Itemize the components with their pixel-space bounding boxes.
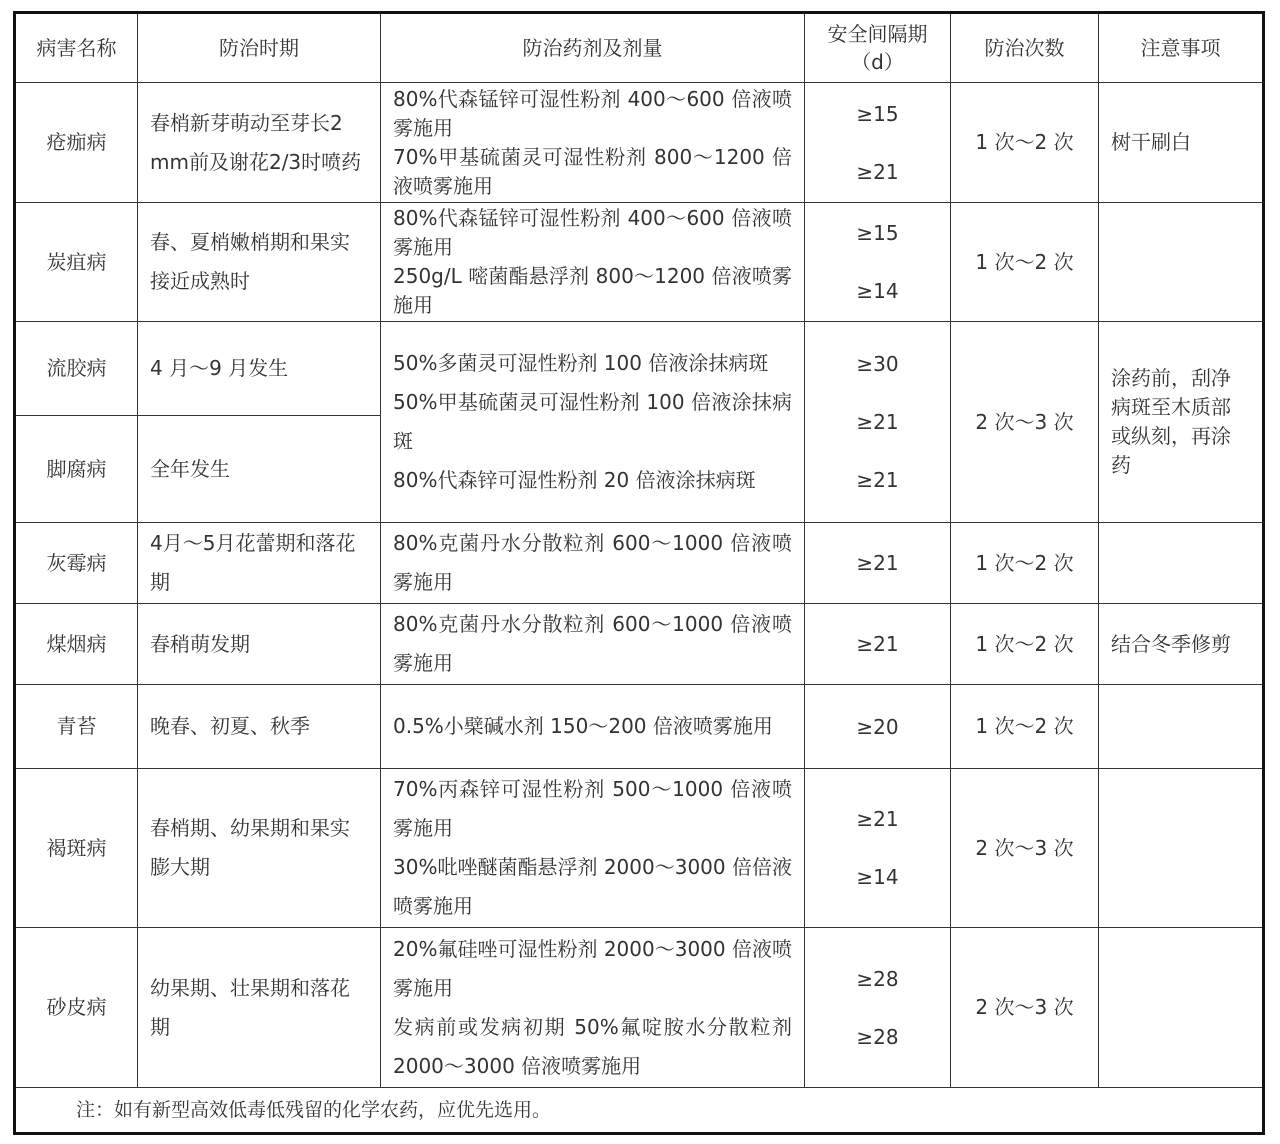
table-row bbox=[15, 769, 1264, 928]
pesticide-entry: 20%氟硅唑可湿性粉剂 2000～3000 倍液喷雾施用 bbox=[393, 936, 792, 1000]
disease-name: 青苔 bbox=[15, 685, 138, 769]
table-row bbox=[15, 928, 1264, 1088]
pesticide-dosage bbox=[381, 685, 805, 769]
disease-name: 褐斑病 bbox=[15, 769, 138, 928]
interval-value: ≥21 bbox=[856, 468, 899, 492]
pesticide-entry: 80%代森锰锌可湿性粉剂 400～600 倍液喷雾施用 bbox=[393, 86, 792, 140]
table-row bbox=[15, 685, 1264, 769]
pesticide-entry: 70%甲基硫菌灵可湿性粉剂 800～1200 倍液喷雾施用 bbox=[393, 144, 792, 198]
interval-value: ≥21 bbox=[856, 410, 899, 434]
notes bbox=[1099, 769, 1264, 928]
safety-interval bbox=[805, 685, 951, 769]
disease-name: 砂皮病 bbox=[15, 928, 138, 1088]
application-times: 1 次～2 次 bbox=[951, 685, 1099, 769]
control-period: 春、夏梢嫩梢期和果实接近成熟时 bbox=[138, 203, 381, 322]
interval-value: ≥14 bbox=[856, 865, 899, 889]
application-times: 1 次～2 次 bbox=[951, 604, 1099, 685]
pesticide-dosage bbox=[381, 523, 805, 604]
disease-name: 流胶病 bbox=[15, 322, 138, 416]
interval-value: ≥15 bbox=[856, 101, 899, 126]
pesticide-entry: 发病前或发病初期 50%氟啶胺水分散粒剂 2000～3000 倍液喷雾施用 bbox=[393, 1014, 792, 1078]
notes bbox=[1099, 928, 1264, 1088]
disease-name: 炭疽病 bbox=[15, 203, 138, 322]
application-times: 2 次～3 次 bbox=[951, 769, 1099, 928]
notes: 涂药前，刮净病斑至木质部或纵刻，再涂药 bbox=[1099, 322, 1264, 523]
interval-value: ≥21 bbox=[856, 551, 899, 575]
notes bbox=[1099, 523, 1264, 604]
column-header: 防治药剂及剂量 bbox=[381, 13, 805, 83]
application-times: 1 次～2 次 bbox=[951, 203, 1099, 322]
column-header: 安全间隔期（d） bbox=[805, 13, 951, 83]
safety-interval bbox=[805, 604, 951, 685]
interval-value: ≥28 bbox=[856, 1024, 899, 1049]
pesticide-dosage bbox=[381, 322, 805, 523]
notes: 树干刷白 bbox=[1099, 83, 1264, 203]
control-period: 晚春、初夏、秋季 bbox=[138, 685, 381, 769]
pesticide-entry: 70%丙森锌可湿性粉剂 500～1000 倍液喷雾施用 bbox=[393, 777, 792, 840]
table-row bbox=[15, 203, 1264, 322]
interval-value: ≥30 bbox=[856, 352, 899, 376]
pesticide-dosage bbox=[381, 83, 805, 203]
notes: 结合冬季修剪 bbox=[1099, 604, 1264, 685]
pesticide-entry: 50%甲基硫菌灵可湿性粉剂 100 倍液涂抹病斑 bbox=[393, 390, 792, 453]
control-period: 全年发生 bbox=[138, 416, 381, 523]
control-period: 春稍萌发期 bbox=[138, 604, 381, 685]
footnote: 注：如有新型高效低毒低残留的化学农药，应优先选用。 bbox=[15, 1088, 1264, 1134]
interval-value: ≥14 bbox=[856, 279, 899, 303]
disease-name: 疮痂病 bbox=[15, 83, 138, 203]
notes bbox=[1099, 203, 1264, 322]
pesticide-entry: 30%吡唑醚菌酯悬浮剂 2000～3000 倍倍液喷雾施用 bbox=[393, 855, 792, 918]
control-period: 春梢期、幼果期和果实膨大期 bbox=[138, 769, 381, 928]
safety-interval bbox=[805, 928, 951, 1088]
pesticide-entry: 80%代森锌可湿性粉剂 20 倍液涂抹病斑 bbox=[393, 468, 756, 492]
table-row bbox=[15, 322, 1264, 416]
safety-interval bbox=[805, 83, 951, 203]
column-header: 防治次数 bbox=[951, 13, 1099, 83]
pesticide-dosage bbox=[381, 928, 805, 1088]
application-times: 1 次～2 次 bbox=[951, 523, 1099, 604]
safety-interval bbox=[805, 203, 951, 322]
interval-value: ≥15 bbox=[856, 221, 899, 245]
table-row bbox=[15, 523, 1264, 604]
pesticide-entry: 250g/L 嘧菌酯悬浮剂 800～1200 倍液喷雾施用 bbox=[393, 264, 792, 317]
interval-value: ≥21 bbox=[856, 632, 899, 656]
control-period: 春梢新芽萌动至芽长2 mm前及谢花2/3时喷药 bbox=[138, 83, 381, 203]
interval-value: ≥20 bbox=[856, 714, 899, 739]
disease-name: 脚腐病 bbox=[15, 416, 138, 523]
column-header: 病害名称 bbox=[15, 13, 138, 83]
column-header: 防治时期 bbox=[138, 13, 381, 83]
application-times: 2 次～3 次 bbox=[951, 928, 1099, 1088]
table-row bbox=[15, 604, 1264, 685]
header-row bbox=[15, 13, 1264, 83]
column-header: 注意事项 bbox=[1099, 13, 1264, 83]
pesticide-table bbox=[13, 11, 1265, 1135]
safety-interval bbox=[805, 769, 951, 928]
safety-interval bbox=[805, 523, 951, 604]
application-times: 2 次～3 次 bbox=[951, 322, 1099, 523]
control-period: 4月～5月花蕾期和落花期 bbox=[138, 523, 381, 604]
pesticide-entry: 50%多菌灵可湿性粉剂 100 倍液涂抹病斑 bbox=[393, 351, 769, 375]
pesticide-entry: 0.5%小檗碱水剂 150～200 倍液喷雾施用 bbox=[393, 714, 773, 738]
interval-value: ≥21 bbox=[856, 807, 899, 831]
safety-interval bbox=[805, 322, 951, 523]
control-period: 4 月～9 月发生 bbox=[138, 322, 381, 416]
notes bbox=[1099, 685, 1264, 769]
pesticide-dosage bbox=[381, 769, 805, 928]
disease-name: 煤烟病 bbox=[15, 604, 138, 685]
application-times: 1 次～2 次 bbox=[951, 83, 1099, 203]
disease-name: 灰霉病 bbox=[15, 523, 138, 604]
interval-value: ≥28 bbox=[856, 966, 899, 991]
control-period: 幼果期、壮果期和落花期 bbox=[138, 928, 381, 1088]
interval-value: ≥21 bbox=[856, 159, 899, 184]
pesticide-dosage bbox=[381, 203, 805, 322]
table-row bbox=[15, 83, 1264, 203]
pesticide-entry: 80%克菌丹水分散粒剂 600～1000 倍液喷雾施用 bbox=[393, 531, 792, 594]
pesticide-entry: 80%克菌丹水分散粒剂 600～1000 倍液喷雾施用 bbox=[393, 612, 792, 675]
pesticide-entry: 80%代森锰锌可湿性粉剂 400～600 倍液喷雾施用 bbox=[393, 206, 792, 259]
pesticide-dosage bbox=[381, 604, 805, 685]
